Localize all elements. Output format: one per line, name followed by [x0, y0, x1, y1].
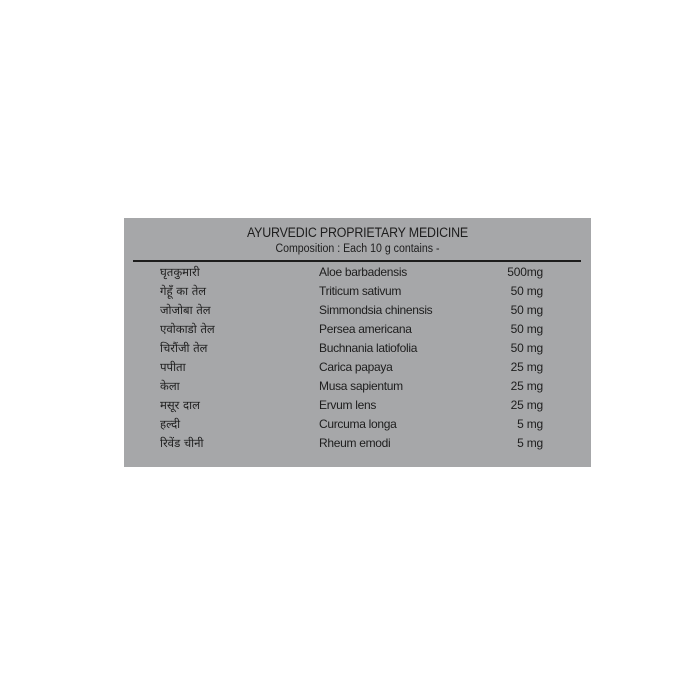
ingredient-hindi-name: केला	[160, 379, 180, 393]
ingredient-row	[124, 377, 591, 396]
ingredient-hindi-name: चिरौंजी तेल	[160, 341, 208, 355]
ingredient-amount: 5 mg	[517, 417, 543, 431]
ingredient-amount: 50 mg	[510, 303, 543, 317]
ingredient-hindi-name: घृतकुमारी	[160, 265, 200, 279]
ingredient-amount: 50 mg	[510, 341, 543, 355]
ingredient-hindi-name: हल्दी	[160, 417, 181, 431]
ingredient-row	[124, 263, 591, 282]
ingredient-row	[124, 396, 591, 415]
ingredient-latin-name: Curcuma longa	[319, 417, 397, 431]
ingredient-latin-name: Simmondsia chinensis	[319, 303, 433, 317]
ingredient-hindi-name: रिवेंड चीनी	[160, 436, 204, 450]
medicine-label-panel	[124, 218, 591, 467]
ingredient-row	[124, 282, 591, 301]
ingredient-latin-name: Musa sapientum	[319, 379, 403, 393]
ingredient-amount: 50 mg	[510, 322, 543, 336]
ingredient-latin-name: Rheum emodi	[319, 436, 391, 450]
ingredient-hindi-name: एवोकाडो तेल	[160, 322, 215, 336]
ingredient-latin-name: Aloe barbadensis	[319, 265, 407, 279]
ingredient-latin-name: Triticum sativum	[319, 284, 402, 298]
ingredient-latin-name: Carica papaya	[319, 360, 393, 374]
ingredient-amount: 25 mg	[510, 360, 543, 374]
composition-line: Composition : Each 10 g contains -	[275, 243, 440, 255]
ingredient-amount: 25 mg	[510, 398, 543, 412]
divider-rule	[133, 260, 581, 262]
ingredient-latin-name: Ervum lens	[319, 398, 377, 412]
ingredient-hindi-name: गेहूँ का तेल	[160, 284, 207, 298]
ingredient-hindi-name: पपीता	[160, 360, 186, 374]
ingredient-row	[124, 320, 591, 339]
ingredient-row	[124, 415, 591, 434]
ingredient-latin-name: Buchnania latiofolia	[319, 341, 418, 355]
ingredient-row	[124, 301, 591, 320]
ingredient-amount: 500mg	[507, 265, 543, 279]
ingredient-row	[124, 358, 591, 377]
ingredient-row	[124, 339, 591, 358]
ingredient-amount: 5 mg	[517, 436, 543, 450]
ingredient-hindi-name: मसूर दाल	[160, 398, 200, 412]
label-title: AYURVEDIC PROPRIETARY MEDICINE	[246, 225, 469, 240]
ingredient-hindi-name: जोजोबा तेल	[160, 303, 211, 317]
ingredient-amount: 25 mg	[510, 379, 543, 393]
ingredient-list	[124, 263, 591, 453]
ingredient-row	[124, 434, 591, 453]
ingredient-latin-name: Persea americana	[319, 322, 412, 336]
ingredient-amount: 50 mg	[510, 284, 543, 298]
